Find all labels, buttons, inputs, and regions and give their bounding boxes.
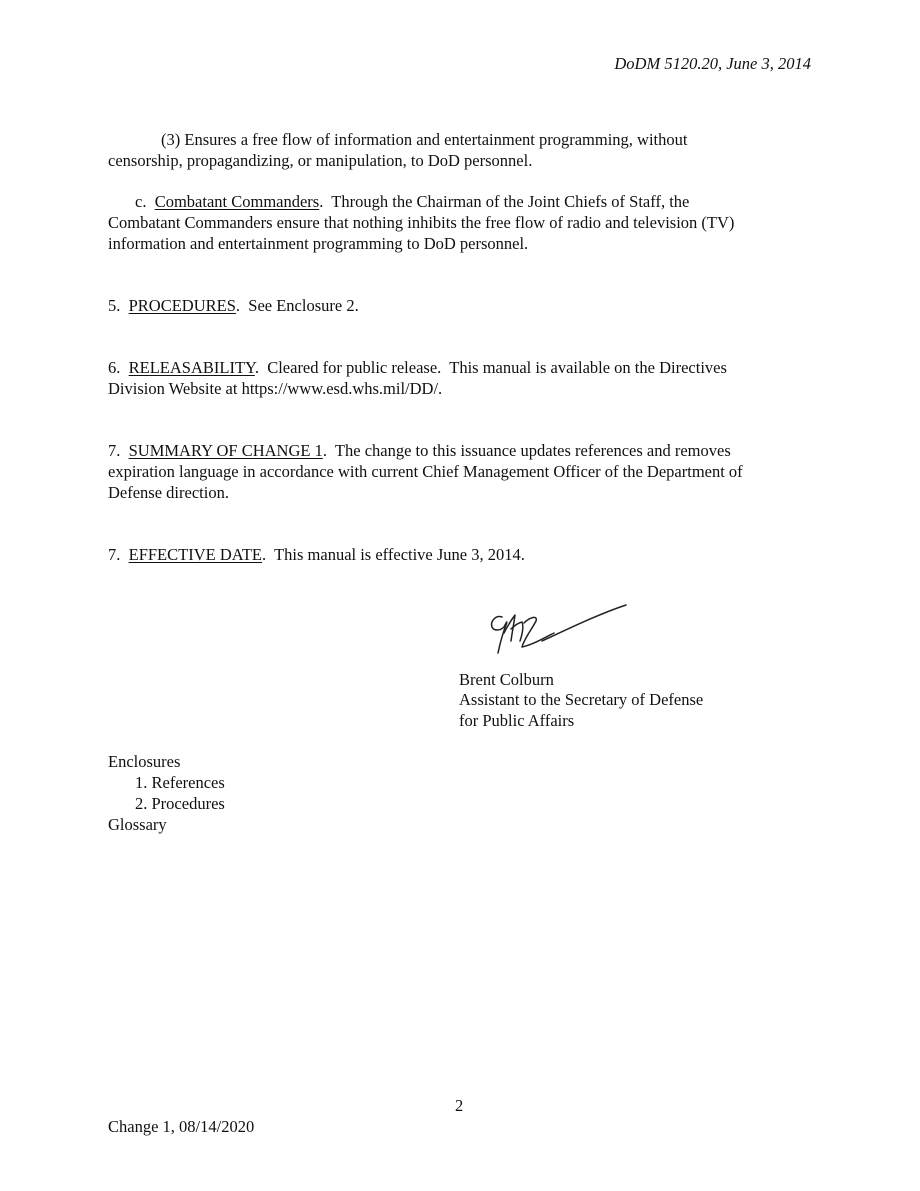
section-7-change-heading: SUMMARY OF CHANGE 1 — [128, 441, 323, 460]
section-7-change-line1-rest: . The change to this issuance updates references and removes — [322, 441, 731, 460]
section-7-change-line1 — [108, 441, 731, 461]
section-7-change-number: 7. — [108, 441, 129, 460]
paragraph-c-prefix: c. — [135, 192, 155, 211]
paragraph-c3-line1: (3) Ensures a free flow of information and entertainment programming, without — [161, 130, 688, 149]
signatory-title-line2: for Public Affairs — [459, 711, 575, 730]
section-7-effective-text: . This manual is effective June 3, 2014. — [262, 545, 525, 564]
signature-stroke — [522, 617, 554, 647]
section-7-change-line3: Defense direction. — [108, 483, 229, 502]
section-6-line1 — [108, 358, 727, 378]
glossary-label: Glossary — [108, 815, 167, 834]
paragraph-c3-line2: censorship, propagandizing, or manipulation, to DoD personnel. — [108, 151, 533, 170]
paragraph-c-line2: Combatant Commanders ensure that nothing inhibits the free flow of radio and television (TV) — [108, 213, 735, 232]
section-5-text: . See Enclosure 2. — [235, 296, 359, 315]
paragraph-c-line1 — [135, 192, 689, 212]
paragraph-c-heading: Combatant Commanders — [154, 192, 320, 211]
signatory-title-line1: Assistant to the Secretary of Defense — [459, 690, 704, 709]
signature-stroke — [492, 617, 507, 653]
section-7-effective-number: 7. — [108, 545, 129, 564]
paragraph-c-line3: information and entertainment programming to DoD personnel. — [108, 234, 529, 253]
section-6-line2: Division Website at https://www.esd.whs.mil/DD/. — [108, 379, 443, 398]
section-7-effective-heading: EFFECTIVE DATE — [128, 545, 262, 564]
section-5-heading: PROCEDURES — [128, 296, 236, 315]
paragraph-c-line1-rest: . Through the Chairman of the Joint Chiefs of Staff, the — [319, 192, 690, 211]
enclosures-heading: Enclosures — [108, 752, 181, 771]
section-7-change-line2: expiration language in accordance with current Chief Management Officer of the Department of — [108, 462, 743, 481]
signature-strokes — [492, 605, 626, 653]
signatory-name: Brent Colburn — [459, 670, 554, 689]
document-id-header: DoDM 5120.20, June 3, 2014 — [614, 54, 811, 73]
section-6-line1-rest: . Cleared for public release. This manual is available on the Directives — [254, 358, 727, 377]
signature-stroke — [542, 605, 626, 641]
signature-image — [484, 603, 629, 661]
change-note: Change 1, 08/14/2020 — [108, 1117, 255, 1136]
section-6-number: 6. — [108, 358, 129, 377]
page-number: 2 — [455, 1096, 464, 1115]
enclosure-item: 2. Procedures — [135, 794, 225, 813]
section-6-heading: RELEASABILITY — [128, 358, 255, 377]
section-5-number: 5. — [108, 296, 129, 315]
section-5 — [108, 296, 359, 316]
enclosure-item: 1. References — [135, 773, 225, 792]
section-7-effective — [108, 545, 525, 565]
